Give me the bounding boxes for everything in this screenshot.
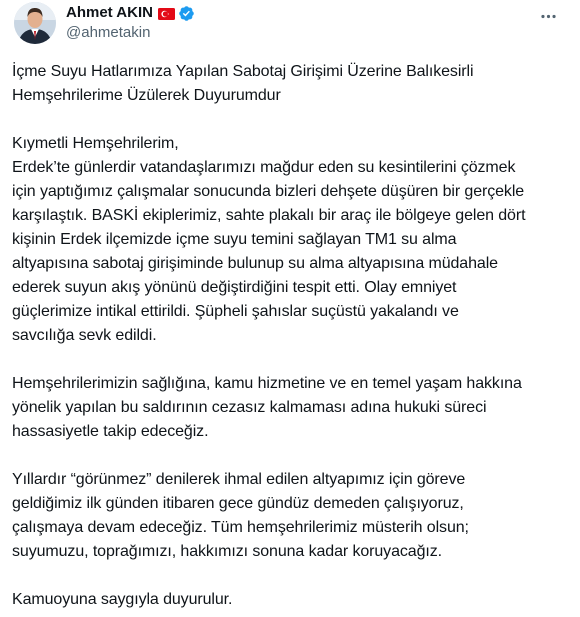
post-closing: Kamuoyuna saygıyla duyurulur. xyxy=(12,591,233,608)
post-paragraph-1: Kıymetli Hemşehrilerim, Erdek’te günlerdir vatandaşlarımızı mağdur eden su kesintilerini çözmek için yaptığımız çalışmalar sonucunda bizleri dehşete düşüren bir gerçekle karşılaştık. BASKİ ekiplerimiz, sahte plakalı bir araç ile bölgeye gelen dört kişinin Erdek ilçemizde içme suyu temini sağlayan TM1 su alma altyapısına sabotaj girişiminde bulunup su alma altyapısına müdahale ederek suyun akış yönünü değiştirdiğini tespit etti. Olay emniyet güçlerimize intikal ettirildi. Şüpheli şahıslar suçüstü yakalandı ve savcılığa sevk edildi. xyxy=(12,135,526,344)
post-title: İçme Suyu Hatlarımıza Yapılan Sabotaj Girişimi Üzerine Balıkesirli Hemşehrilerime Üzülerek Duyurumdur xyxy=(12,63,474,104)
post-header xyxy=(12,0,566,56)
avatar-image xyxy=(14,2,56,44)
more-horizontal-icon xyxy=(539,7,558,26)
name-row xyxy=(66,4,195,22)
author-identity xyxy=(66,4,195,43)
avatar[interactable] xyxy=(14,2,56,44)
author-display-name[interactable]: Ahmet AKIN xyxy=(66,4,153,21)
author-handle[interactable]: @ahmetakin xyxy=(66,24,151,41)
turkey-flag-icon xyxy=(158,7,175,19)
more-options-button[interactable] xyxy=(536,4,560,28)
post-paragraph-3: Yıllardır “görünmez” denilerek ihmal edilen altyapımız için göreve geldiğimiz ilk günden itibaren gece gündüz demeden çalışıyoruz, çalışmaya devam edeceğiz. Tüm hemşehrilerimiz müsterih olsun; suyumuzu, toprağımızı, hakkımızı sonuna kadar koruyacağız. xyxy=(12,471,469,560)
post-text xyxy=(12,60,566,612)
post-paragraph-2: Hemşehrilerimizin sağlığına, kamu hizmetine ve en temel yaşam hakkına yönelik yapılan bu saldırının cezasız kalmaması adına hukuki süreci hassasiyetle takip edeceğiz. xyxy=(12,375,522,440)
verified-badge-icon xyxy=(178,5,195,22)
